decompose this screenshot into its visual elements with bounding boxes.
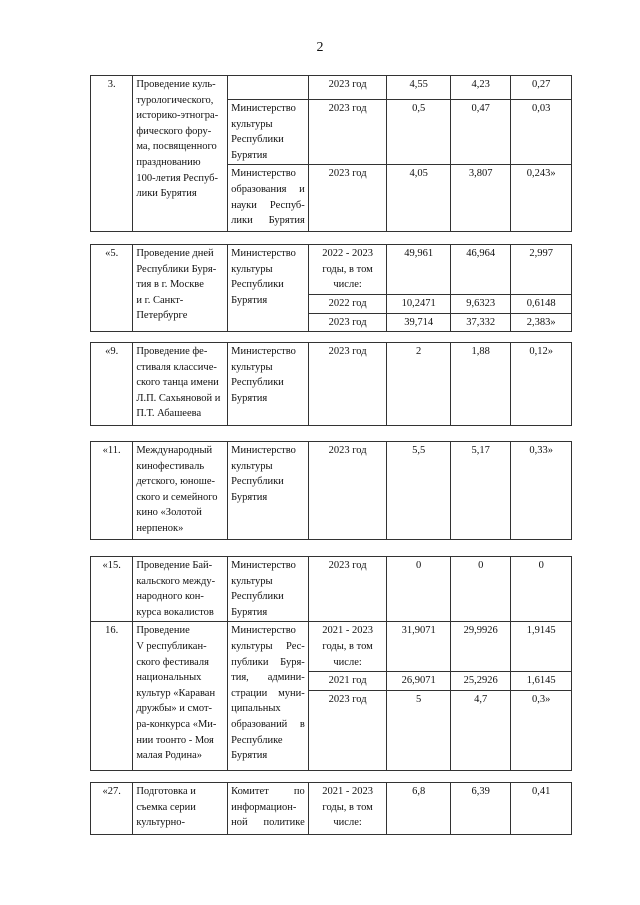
period-cell: 2023 год <box>308 343 387 426</box>
period-cell: 2023 год <box>308 690 387 770</box>
value-2: 3,807 <box>450 165 511 232</box>
value-2: 9,6323 <box>450 295 511 314</box>
period-cell: 2021 - 2023 годы, в том числе: <box>308 783 387 835</box>
value-total: 6,8 <box>387 783 451 835</box>
table-block-row-27 <box>90 782 572 835</box>
value-3: 0,243» <box>511 165 572 232</box>
executor-cell: Министерство культуры Республики Бурятия <box>228 245 309 332</box>
value-3: 0 <box>511 557 572 622</box>
event-name: Подготовка и съемка серии культурно- <box>133 783 228 835</box>
executor-cell: Комитет по информацион- ной политике <box>228 783 309 835</box>
row-number: «11. <box>91 442 133 540</box>
value-2: 1,88 <box>450 343 511 426</box>
value-total: 5,5 <box>387 442 451 540</box>
event-name: Проведение фе- стиваля классиче- ского танца имени Л.П. Сахьяновой и П.Т. Абашеева <box>133 343 228 426</box>
row-number: «27. <box>91 783 133 835</box>
executor-cell: Министерство культуры Республики Бурятия <box>228 442 309 540</box>
executor-cell: Министерство культуры Республики Бурятия <box>228 557 309 622</box>
event-name: Международный кинофестиваль детского, юноше- ского и семейного кино «Золотой нерпенок» <box>133 442 228 540</box>
value-3: 0,6148 <box>511 295 572 314</box>
table-block-row-3 <box>90 75 572 232</box>
value-2: 46,964 <box>450 245 511 295</box>
value-3: 0,41 <box>511 783 572 835</box>
value-2: 0,47 <box>450 100 511 165</box>
value-3: 1,9145 <box>511 622 572 672</box>
period-cell: 2023 год <box>308 165 387 232</box>
value-total: 5 <box>387 690 451 770</box>
value-3: 0,27 <box>511 76 572 100</box>
value-total: 4,05 <box>387 165 451 232</box>
value-2: 6,39 <box>450 783 511 835</box>
row-number: 3. <box>91 76 133 232</box>
value-total: 0 <box>387 557 451 622</box>
value-2: 4,23 <box>450 76 511 100</box>
value-2: 5,17 <box>450 442 511 540</box>
value-3: 0,03 <box>511 100 572 165</box>
value-total: 31,9071 <box>387 622 451 672</box>
period-cell: 2021 - 2023 годы, в том числе: <box>308 622 387 672</box>
row-number: «5. <box>91 245 133 332</box>
value-2: 29,9926 <box>450 622 511 672</box>
value-total: 2 <box>387 343 451 426</box>
period-cell: 2023 год <box>308 76 387 100</box>
period-cell: 2023 год <box>308 557 387 622</box>
event-name: Проведение куль- турологического, историко-этногра- фического фору- ма, посвященного празднованию 100-летия Респуб- лики Бурятия <box>133 76 228 232</box>
value-total: 0,5 <box>387 100 451 165</box>
table-block-row-9 <box>90 342 572 426</box>
event-name: Проведение дней Республики Буря- тия в г. Москве и г. Санкт- Петербурге <box>133 245 228 332</box>
executor-cell: Министерство культуры Республики Бурятия <box>228 343 309 426</box>
period-cell: 2023 год <box>308 313 387 332</box>
table-block-rows-15-16 <box>90 556 572 771</box>
value-total: 4,55 <box>387 76 451 100</box>
period-cell: 2023 год <box>308 442 387 540</box>
period-cell: 2023 год <box>308 100 387 165</box>
page-number: 2 <box>316 40 324 55</box>
value-3: 0,12» <box>511 343 572 426</box>
value-3: 0,33» <box>511 442 572 540</box>
table-block-row-5 <box>90 244 572 332</box>
period-cell: 2022 год <box>308 295 387 314</box>
value-3: 1,6145 <box>511 672 572 691</box>
period-cell: 2021 год <box>308 672 387 691</box>
executor-cell: Министерство культуры Рес- публики Буря- тия, админи- страции муни- ципальных образований в Республике Бурятия <box>228 622 309 771</box>
value-total: 49,961 <box>387 245 451 295</box>
value-2: 37,332 <box>450 313 511 332</box>
row-number: «9. <box>91 343 133 426</box>
value-2: 0 <box>450 557 511 622</box>
table-block-row-11 <box>90 441 572 540</box>
value-2: 25,2926 <box>450 672 511 691</box>
row-number: 16. <box>91 622 133 771</box>
value-3: 2,997 <box>511 245 572 295</box>
value-total: 39,714 <box>387 313 451 332</box>
value-3: 0,3» <box>511 690 572 770</box>
row-number: «15. <box>91 557 133 622</box>
executor-cell: Министерство образования и науки Респуб- лики Бурятия <box>228 165 309 232</box>
value-2: 4,7 <box>450 690 511 770</box>
event-name: Проведение Бай- кальского между- народного кон- курса вокалистов <box>133 557 228 622</box>
event-name: Проведение V республикан- ского фестиваля национальных культур «Караван дружбы» и смот- ра-конкурса «Ми- нии тоонто - Моя малая Родина» <box>133 622 228 771</box>
period-cell: 2022 - 2023 годы, в том числе: <box>308 245 387 295</box>
value-total: 26,9071 <box>387 672 451 691</box>
value-total: 10,2471 <box>387 295 451 314</box>
value-3: 2,383» <box>511 313 572 332</box>
executor-cell: Министерство культуры Республики Бурятия <box>228 100 309 165</box>
executor-cell <box>228 76 309 100</box>
